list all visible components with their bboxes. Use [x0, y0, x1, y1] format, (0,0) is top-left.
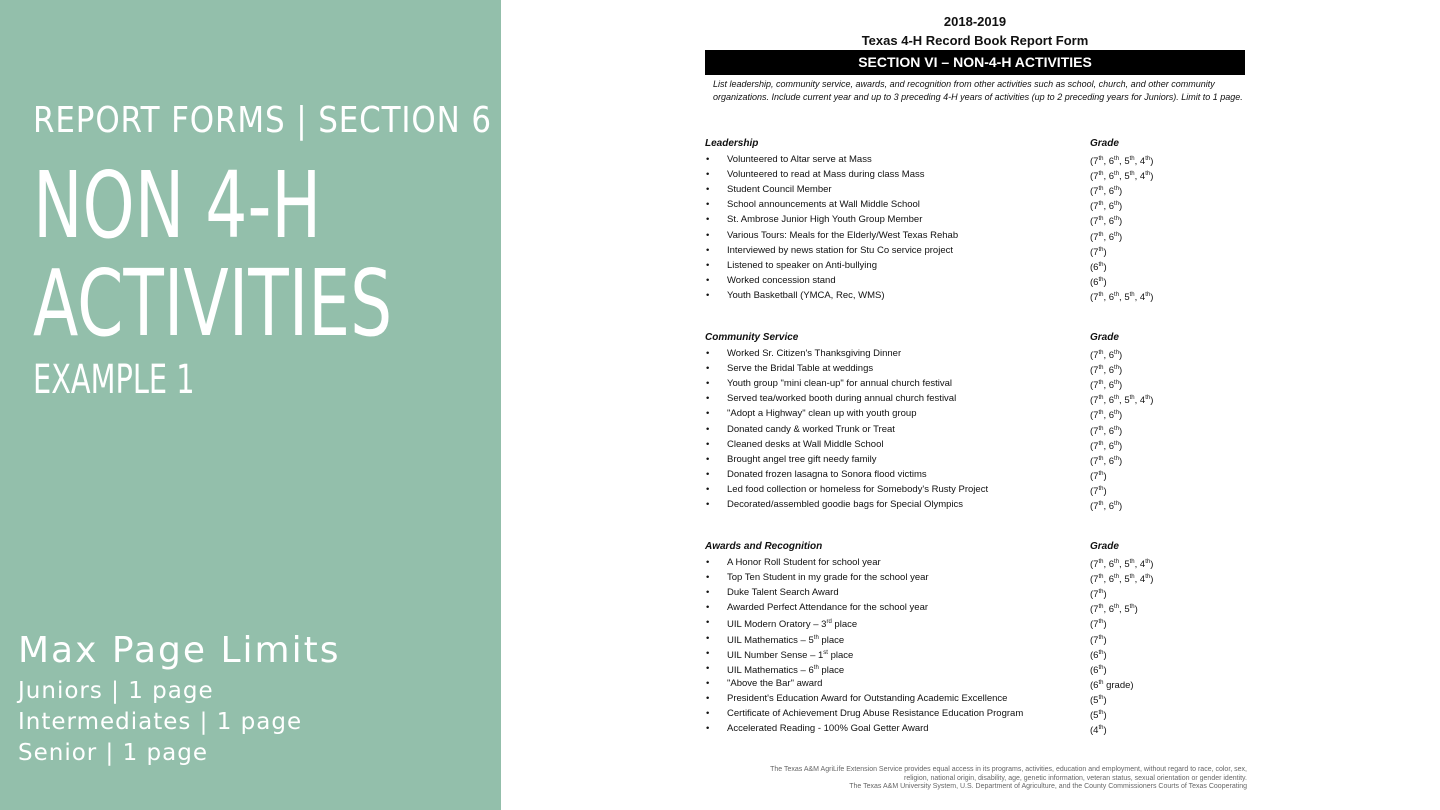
activity-row [705, 721, 1245, 736]
activity-grade: (7th, 6th, 5th, 4th) [1090, 559, 1154, 571]
activity-row [705, 615, 1245, 630]
bullet-icon: • [706, 289, 710, 301]
activity-text: Duke Talent Search Award [727, 587, 839, 599]
activity-row [705, 406, 1245, 421]
activity-grade: (7th, 6th) [1090, 201, 1123, 213]
bullet-icon: • [706, 453, 710, 465]
activity-row [705, 437, 1245, 452]
section-header-bar: SECTION VI – NON-4-H ACTIVITIES [705, 50, 1245, 75]
bullet-icon: • [706, 662, 710, 674]
activity-text: Youth Basketball (YMCA, Rec, WMS) [727, 289, 885, 301]
section-heading [705, 332, 1245, 343]
activity-text: Interviewed by news station for Stu Co service project [727, 244, 953, 256]
activity-text: UIL Modern Oratory – 3rd place [727, 619, 858, 631]
grade-column-label: Grade [1090, 541, 1119, 552]
activity-grade: (7th, 6th, 5th, 4th) [1090, 395, 1154, 407]
bullet-icon: • [706, 632, 710, 644]
activity-grade: (7th) [1090, 485, 1107, 498]
activity-row [705, 706, 1245, 721]
activity-row [705, 346, 1245, 361]
bullet-icon: • [706, 348, 710, 359]
slide-subtitle: REPORT FORMS | SECTION 6 [33, 100, 492, 141]
activity-text: School announcements at Wall Middle School [727, 199, 920, 211]
activity-grade: (7th) [1090, 619, 1107, 631]
activity-grade: (7th, 6th, 5th, 4th) [1090, 156, 1154, 168]
activity-text: Worked concession stand [727, 274, 836, 286]
activity-grade: (7th) [1090, 634, 1107, 646]
activity-row [705, 243, 1245, 258]
bullet-icon: • [706, 708, 710, 719]
footer-line: The Texas A&M University System, U.S. Department of Agriculture, and the County Commissioners Courts of Texas Cooperating [849, 783, 1247, 790]
bullet-icon: • [706, 229, 710, 241]
activity-row [705, 497, 1245, 512]
activity-grade: (7th, 6th, 5th) [1090, 604, 1138, 616]
activity-row [705, 646, 1245, 661]
activity-grade: (6th) [1090, 649, 1107, 661]
activity-grade: (7th, 6th) [1090, 380, 1123, 392]
activity-row [705, 661, 1245, 676]
activity-text: UIL Mathematics – 5th place [727, 634, 845, 646]
report-form-document [705, 12, 1245, 737]
activity-grade: (7th, 6th) [1090, 350, 1123, 362]
activity-grade: (6th) [1090, 261, 1107, 273]
form-footer [705, 766, 1247, 792]
bullet-icon: • [706, 274, 710, 286]
activity-text: Certificate of Achievement Drug Abuse Resistance Education Program [727, 708, 1024, 719]
activity-row [705, 391, 1245, 406]
activity-grade: (7th, 6th) [1090, 425, 1123, 437]
activity-row [705, 212, 1245, 227]
bullet-icon: • [706, 483, 710, 495]
activity-text: Brought angel tree gift needy family [727, 453, 877, 465]
bullet-icon: • [706, 408, 710, 420]
activity-text: Youth group "mini clean-up" for annual church festival [727, 378, 953, 390]
activity-text: UIL Number Sense – 1st place [727, 649, 854, 661]
bullet-icon: • [706, 692, 710, 704]
section-heading [705, 138, 1245, 149]
limit-juniors: Juniors | 1 page [18, 678, 214, 704]
section-heading-label: Leadership [705, 138, 759, 149]
activity-text: Serve the Bridal Table at weddings [727, 363, 874, 375]
slide-title-line1: NON 4-H [33, 152, 322, 259]
footer-line: religion, national origin, disability, age, genetic information, veteran status, sexual orientation or gender identity. [904, 774, 1247, 782]
activity-text: Cleaned desks at Wall Middle School [727, 438, 884, 450]
activity-grade: (7th, 6th) [1090, 501, 1123, 513]
activity-grade: (7th, 6th) [1090, 216, 1123, 228]
activity-row [705, 273, 1245, 288]
bullet-icon: • [706, 572, 710, 584]
activity-text: Worked Sr. Citizen's Thanksgiving Dinner [727, 348, 902, 359]
activity-grade: (7th, 6th) [1090, 455, 1123, 467]
bullet-icon: • [706, 199, 710, 211]
bullet-icon: • [706, 557, 710, 568]
activity-text: A Honor Roll Student for school year [727, 557, 881, 568]
activity-row [705, 570, 1245, 585]
bullet-icon: • [706, 244, 710, 256]
page-limits-title: Max Page Limits [18, 630, 341, 671]
section-heading [705, 541, 1245, 552]
activity-row [705, 197, 1245, 212]
grade-column-label: Grade [1090, 138, 1119, 149]
activity-row [705, 691, 1245, 706]
activity-row [705, 152, 1245, 167]
activity-text: Donated frozen lasagna to Sonora flood victims [727, 468, 927, 480]
form-year: 2018-2019 [943, 14, 1007, 29]
activity-grade: (6th) [1090, 664, 1107, 676]
activity-text: Accelerated Reading - 100% Goal Getter Award [727, 723, 929, 735]
activity-grade: (6th grade) [1090, 679, 1134, 691]
activity-row [705, 482, 1245, 497]
bullet-icon: • [706, 468, 710, 480]
activity-row [705, 376, 1245, 391]
activity-grade: (7th, 6th) [1090, 410, 1123, 422]
activity-row [705, 631, 1245, 646]
activity-grade: (7th, 6th, 5th, 4th) [1090, 171, 1154, 183]
bullet-icon: • [706, 499, 710, 510]
activity-text: Student Council Member [727, 184, 832, 196]
activity-row [705, 258, 1245, 273]
activity-text: UIL Mathematics – 6th place [727, 664, 845, 676]
activity-row [705, 600, 1245, 615]
activity-row [705, 182, 1245, 197]
activity-row [705, 228, 1245, 243]
activity-grade: (7th, 6th) [1090, 231, 1123, 243]
bullet-icon: • [706, 154, 710, 165]
activity-text: Decorated/assembled goodie bags for Special Olympics [727, 499, 964, 510]
activity-grade: (7th, 6th) [1090, 440, 1123, 452]
bullet-icon: • [706, 647, 710, 659]
bullet-icon: • [706, 378, 710, 390]
activity-text: Led food collection or homeless for Somebody's Rusty Project [727, 483, 989, 495]
activity-row [705, 288, 1245, 303]
activity-text: President's Education Award for Outstanding Academic Excellence [727, 692, 1008, 704]
bullet-icon: • [706, 723, 710, 735]
activity-grade: (7th) [1090, 246, 1107, 258]
activity-row [705, 467, 1245, 482]
activity-grade: (7th, 6th, 5th, 4th) [1090, 291, 1154, 304]
limit-senior: Senior | 1 page [18, 740, 209, 766]
bullet-icon: • [706, 393, 710, 405]
activity-text: Volunteered to Altar serve at Mass [727, 154, 872, 165]
activity-text: Top Ten Student in my grade for the school year [727, 572, 929, 584]
activity-row [705, 555, 1245, 570]
activity-grade: (7th) [1090, 470, 1107, 482]
activity-text: "Adopt a Highway" clean up with youth group [727, 408, 917, 420]
slide-title-line2: ACTIVITIES [33, 250, 393, 357]
bullet-icon: • [706, 587, 710, 599]
title-panel [0, 0, 501, 810]
bullet-icon: • [706, 259, 710, 271]
activity-text: Listened to speaker on Anti-bullying [727, 259, 877, 271]
activity-row [705, 452, 1245, 467]
activity-grade: (7th) [1090, 589, 1107, 601]
activity-grade: (5th) [1090, 710, 1107, 722]
bullet-icon: • [706, 677, 710, 689]
activity-row [705, 361, 1245, 376]
bullet-icon: • [706, 184, 710, 196]
footer-line: The Texas A&M AgriLife Extension Service provides equal access in its programs, activities, education and employment, without regard to race, color, sex, [770, 766, 1247, 773]
section-heading-label: Awards and Recognition [705, 541, 823, 552]
activity-row [705, 676, 1245, 691]
activity-text: "Above the Bar" award [727, 677, 823, 689]
bullet-icon: • [706, 214, 710, 226]
activity-text: St. Ambrose Junior High Youth Group Member [727, 214, 923, 226]
activity-row [705, 422, 1245, 437]
activity-grade: (7th, 6th) [1090, 365, 1123, 377]
activity-grade: (6th) [1090, 276, 1107, 288]
activity-grade: (4th) [1090, 725, 1107, 737]
grade-column-label: Grade [1090, 332, 1119, 343]
limit-intermediates: Intermediates | 1 page [18, 709, 303, 735]
bullet-icon: • [706, 438, 710, 450]
bullet-icon: • [706, 363, 710, 375]
example-label: EXAMPLE 1 [33, 357, 195, 403]
activity-text: Volunteered to read at Mass during class Mass [727, 169, 925, 181]
activity-grade: (7th, 6th) [1090, 186, 1123, 198]
bullet-icon: • [706, 602, 710, 614]
bullet-icon: • [706, 617, 710, 629]
activity-row [705, 167, 1245, 182]
activity-text: Awarded Perfect Attendance for the school year [727, 602, 929, 614]
activity-text: Donated candy & worked Trunk or Treat [727, 423, 895, 435]
activity-grade: (5th) [1090, 694, 1107, 707]
bullet-icon: • [706, 423, 710, 435]
activity-grade: (7th, 6th, 5th, 4th) [1090, 574, 1154, 586]
bullet-icon: • [706, 169, 710, 181]
form-instructions: List leadership, community service, awards, and recognition from other activities such as school, church, and other community organizations. Include current year and up to 3 preceding 4-H years of activities (up to 2 preceding years for Juniors). Limit to 1 page. [713, 79, 1243, 102]
section-heading-label: Community Service [705, 332, 799, 343]
activity-text: Various Tours: Meals for the Elderly/West Texas Rehab [727, 229, 959, 241]
activity-row [705, 585, 1245, 600]
activity-text: Served tea/worked booth during annual church festival [727, 393, 957, 405]
form-title: Texas 4-H Record Book Report Form [861, 33, 1089, 48]
